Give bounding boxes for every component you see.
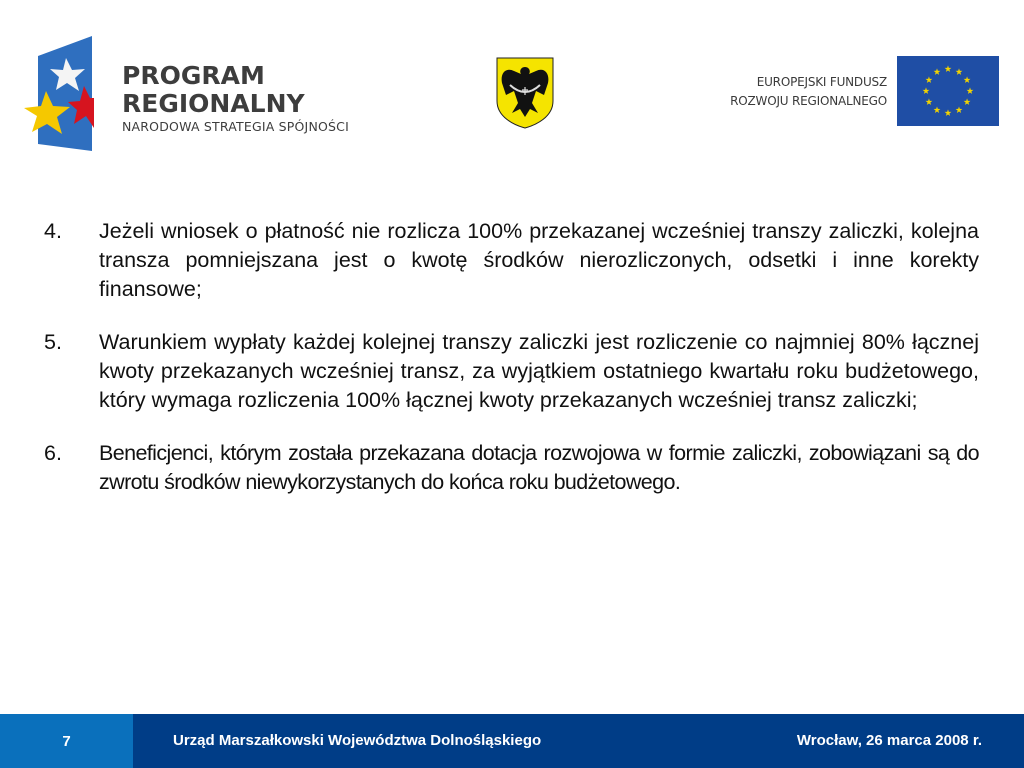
list-item <box>44 328 979 415</box>
item-number: 6. <box>44 441 62 465</box>
lower-silesia-coat-of-arms-icon <box>496 57 554 129</box>
footer-bar <box>0 714 1024 768</box>
item-text: Warunkiem wypłaty każdej kolejnej transzy zaliczki jest rozliczenie co najmniej 80% łącznej kwoty przekazanych wcześniej transz, za wyjątkiem ostatniego kwartału roku budżetowego, który wymaga rozliczenia 100% łącznej kwoty przekazanych wcześniej transz zaliczki; <box>99 330 979 412</box>
list-item <box>44 217 979 304</box>
program-regionalny-logo <box>24 36 384 151</box>
footer-organization: Urząd Marszałkowski Województwa Dolnośląskiego <box>173 732 542 749</box>
program-regionalny-flag-icon <box>24 36 94 151</box>
program-logo-line1: PROGRAM <box>122 61 265 90</box>
item-number: 5. <box>44 330 62 354</box>
item-text: Jeżeli wniosek o płatność nie rozlicza 100% przekazanej wcześniej transzy zaliczki, kolejna transza pomniejszana jest o kwotę środków nierozliczonych, odsetki i inne korekty finansowe; <box>99 219 979 301</box>
efrr-logo-text <box>700 73 887 111</box>
slide-content <box>44 217 979 521</box>
item-number: 4. <box>44 219 62 243</box>
eu-flag-icon <box>897 56 999 126</box>
program-logo-line3: NARODOWA STRATEGIA SPÓJNOŚCI <box>122 119 349 134</box>
program-logo-line2: REGIONALNY <box>122 89 305 118</box>
fund-logo-line2: ROZWOJU REGIONALNEGO <box>730 94 887 108</box>
item-text: Beneficjenci, którym została przekazana dotacja rozwojowa w formie zaliczki, zobowiązani są do zwrotu środków niewykorzystanych do końca roku budżetowego. <box>99 441 979 494</box>
list-item <box>44 439 979 497</box>
fund-logo-line1: EUROPEJSKI FUNDUSZ <box>756 75 887 89</box>
footer-place-date: Wrocław, 26 marca 2008 r. <box>796 732 982 749</box>
page-number: 7 <box>0 714 133 768</box>
